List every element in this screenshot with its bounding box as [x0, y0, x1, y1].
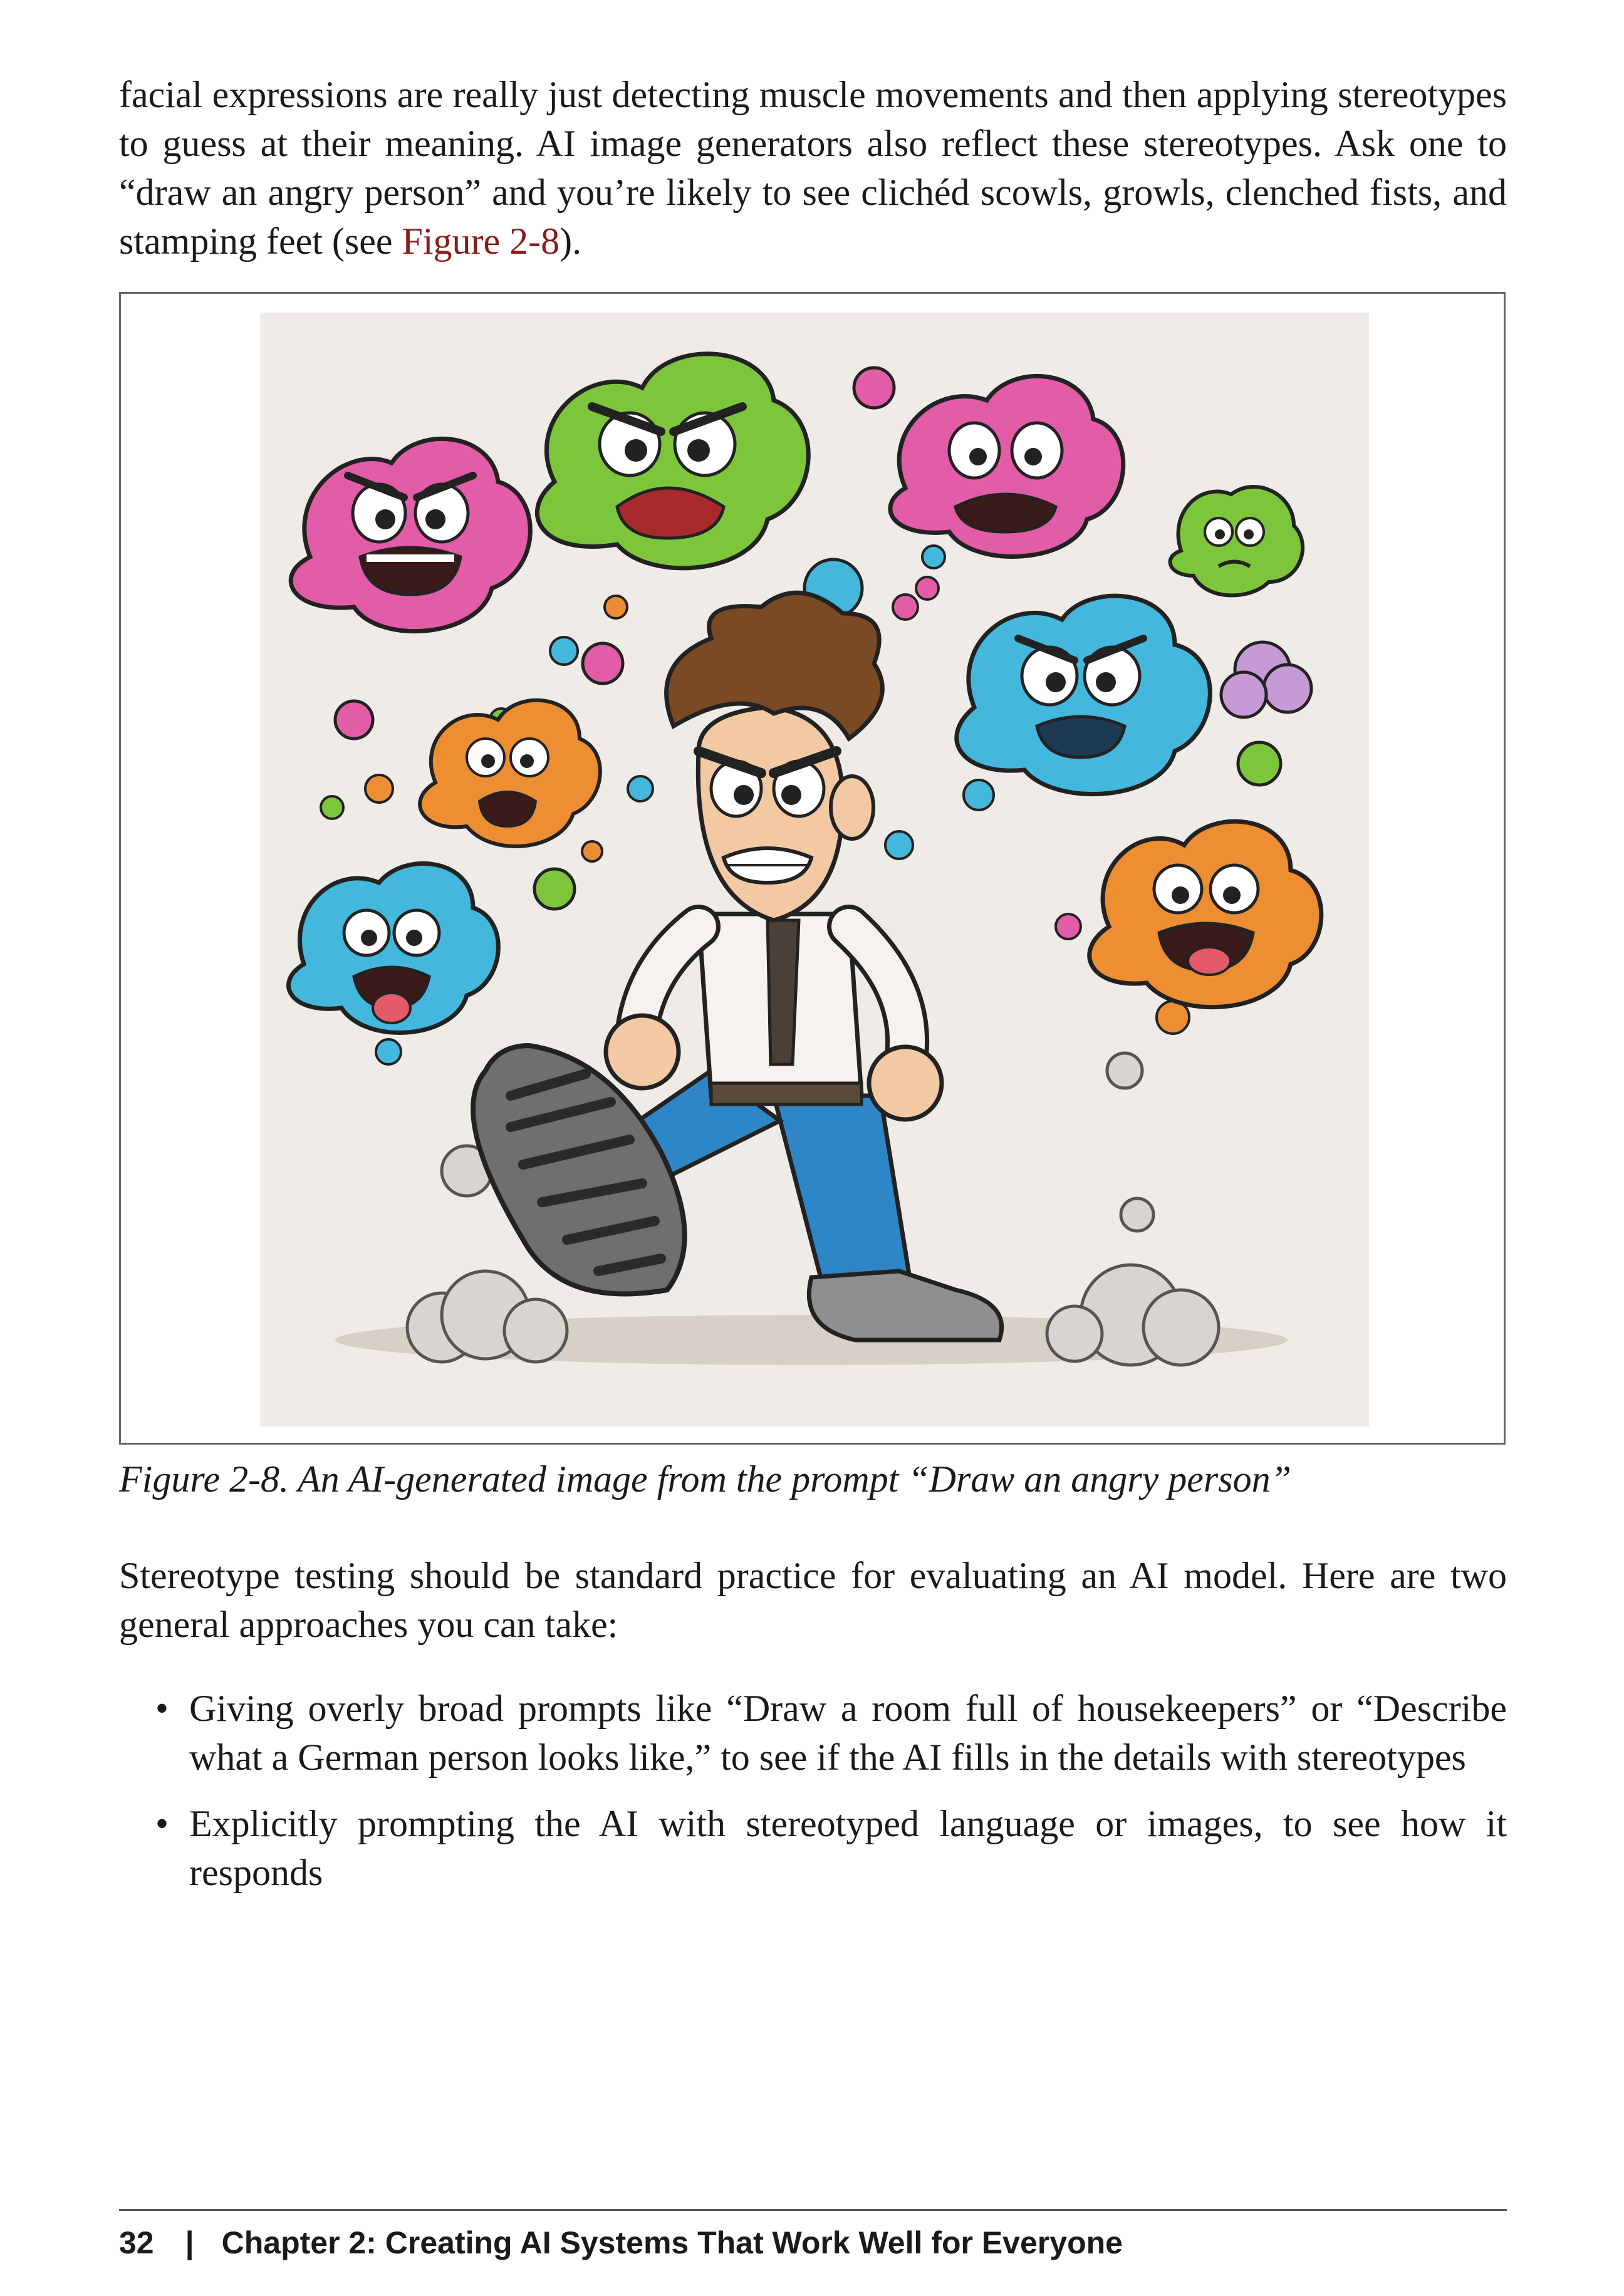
- list-item-text: Explicitly prompting the AI with stereotyped language or images, to see how it responds: [189, 1803, 1507, 1893]
- footer-divider: [119, 2209, 1507, 2211]
- list-item: [119, 1684, 1507, 1782]
- figure-frame: [119, 292, 1506, 1445]
- page-number: 32: [119, 2225, 154, 2260]
- angry-person-illustration: [260, 313, 1369, 1426]
- figure-reference-link[interactable]: Figure 2-8: [402, 221, 560, 262]
- list-item: [119, 1799, 1507, 1897]
- chapter-title: Chapter 2: Creating AI Systems That Work Well for Everyone: [221, 2225, 1123, 2260]
- paragraph-text: facial expressions are really just detecting muscle movements and then applying stereotypes to guess at their meaning. AI image generators also reflect these stereotypes. Ask one to “draw an angry person” and you’re likely to see clichéd scowls, growls, clenched fists, and stamping feet (see: [119, 74, 1507, 262]
- page-footer: [119, 2223, 1123, 2263]
- bullet-list: [119, 1684, 1507, 1914]
- footer-separator: |: [185, 2225, 194, 2260]
- paragraph-text-end: ).: [560, 221, 582, 262]
- body-paragraph-2: Stereotype testing should be standard practice for evaluating an AI model. Here are two general approaches you can take:: [119, 1555, 1507, 1645]
- bullet-icon: •: [155, 1803, 169, 1844]
- figure-caption: Figure 2-8. An AI-generated image from the prompt “Draw an angry person”: [119, 1458, 1291, 1500]
- list-item-text: Giving overly broad prompts like “Draw a room full of housekeepers” or “Describe what a German person looks like,” to see if the AI fills in the details with stereotypes: [189, 1688, 1507, 1778]
- bullet-icon: •: [155, 1688, 169, 1729]
- body-paragraph: [119, 70, 1507, 266]
